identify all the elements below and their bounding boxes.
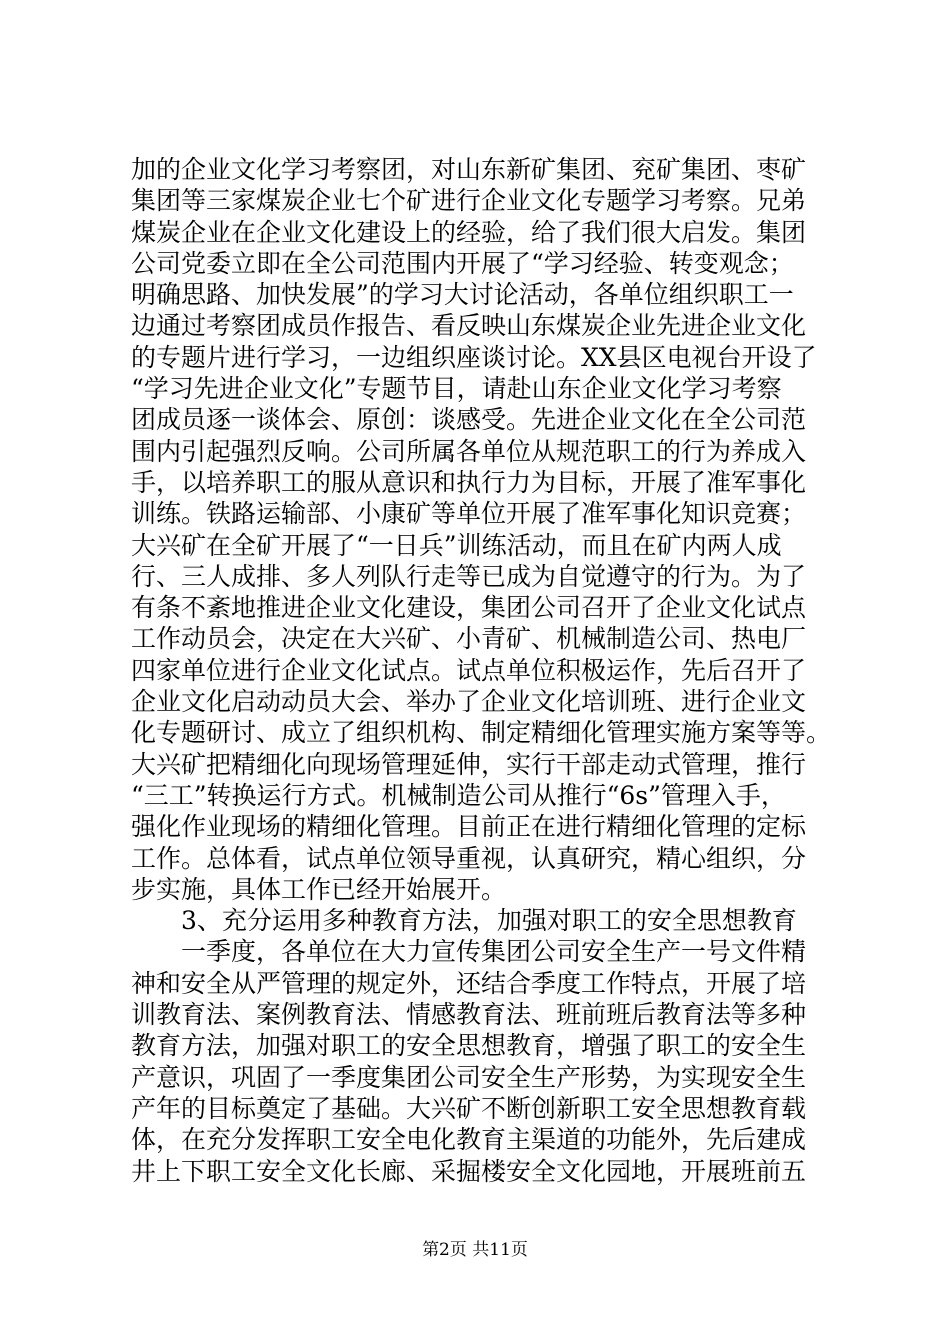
text-line: 井上下职工安全文化长廊、采掘楼安全文化园地，开展班前五 bbox=[131, 1156, 807, 1186]
section-heading: 3、充分运用多种教育方法，加强对职工的安全思想教育 bbox=[181, 906, 797, 936]
text-line: 煤炭企业在企业文化建设上的经验，给了我们很大启发。集团 bbox=[131, 217, 807, 247]
text-line: 工作动员会，决定在大兴矿、小青矿、机械制造公司、热电厂 bbox=[131, 624, 807, 654]
text-line: 化专题研讨、成立了组织机构、制定精细化管理实施方案等等。 bbox=[131, 718, 832, 748]
text-line: 四家单位进行企业文化试点。试点单位积极运作，先后召开了 bbox=[131, 655, 807, 685]
document-body bbox=[131, 154, 831, 1187]
text-line: 产年的目标奠定了基础。大兴矿不断创新职工安全思想教育载 bbox=[131, 1093, 807, 1123]
text-line: 边通过考察团成员作报告、看反映山东煤炭企业先进企业文化 bbox=[131, 311, 807, 341]
text-line: 大兴矿把精细化向现场管理延伸，实行干部走动式管理，推行 bbox=[131, 749, 807, 779]
text-line: 企业文化启动动员大会、举办了企业文化培训班、进行企业文 bbox=[131, 687, 807, 717]
text-line: 教育方法，加强对职工的安全思想教育，增强了职工的安全生 bbox=[131, 1031, 807, 1061]
text-line: “三工”转换运行方式。机械制造公司从推行“6s”管理入手， bbox=[131, 780, 786, 810]
text-line: 强化作业现场的精细化管理。目前正在进行精细化管理的定标 bbox=[131, 812, 807, 842]
text-line: 产意识，巩固了一季度集团公司安全生产形势，为实现安全生 bbox=[131, 1062, 807, 1092]
text-line: 大兴矿在全矿开展了“一日兵”训练活动，而且在矿内两人成 bbox=[131, 530, 782, 560]
text-line: 加的企业文化学习考察团，对山东新矿集团、兖矿集团、枣矿 bbox=[131, 155, 807, 184]
page-number-footer: 第2页 共11页 bbox=[422, 1240, 528, 1260]
text-line: 集团等三家煤炭企业七个矿进行企业文化专题学习考察。兄弟 bbox=[131, 186, 807, 216]
text-line: 体，在充分发挥职工安全电化教育主渠道的功能外，先后建成 bbox=[131, 1125, 807, 1155]
text-line: 明确思路、加快发展”的学习大讨论活动，各单位组织职工一 bbox=[131, 280, 794, 310]
text-line: 行、三人成排、多人列队行走等已成为自觉遵守的行为。为了 bbox=[131, 561, 807, 591]
text-line: 围内引起强烈反响。公司所属各单位从规范职工的行为养成入 bbox=[131, 436, 807, 466]
text-line: 有条不紊地推进企业文化建设，集团公司召开了企业文化试点 bbox=[131, 593, 807, 623]
text-line: 的专题片进行学习，一边组织座谈讨论。XX县区电视台开设了 bbox=[131, 342, 817, 372]
text-line: 神和安全从严管理的规定外，还结合季度工作特点，开展了培 bbox=[131, 968, 807, 998]
text-line: 团成员逐一谈体会、原创：谈感受。先进企业文化在全公司范 bbox=[131, 405, 807, 435]
text-line: 步实施，具体工作已经开始展开。 bbox=[131, 874, 507, 904]
paragraph-first-line: 一季度，各单位在大力宣传集团公司安全生产一号文件精 bbox=[181, 937, 807, 967]
text-line: 训练。铁路运输部、小康矿等单位开展了准军事化知识竞赛； bbox=[131, 499, 807, 529]
text-line: 工作。总体看，试点单位领导重视，认真研究，精心组织，分 bbox=[131, 843, 807, 873]
text-line: 手，以培养职工的服从意识和执行力为目标，开展了准军事化 bbox=[131, 467, 807, 497]
text-line: 训教育法、案例教育法、情感教育法、班前班后教育法等多种 bbox=[131, 1000, 807, 1030]
text-line: 公司党委立即在全公司范围内开展了“学习经验、转变观念； bbox=[131, 248, 794, 278]
text-line: “学习先进企业文化”专题节目，请赴山东企业文化学习考察 bbox=[131, 374, 782, 404]
